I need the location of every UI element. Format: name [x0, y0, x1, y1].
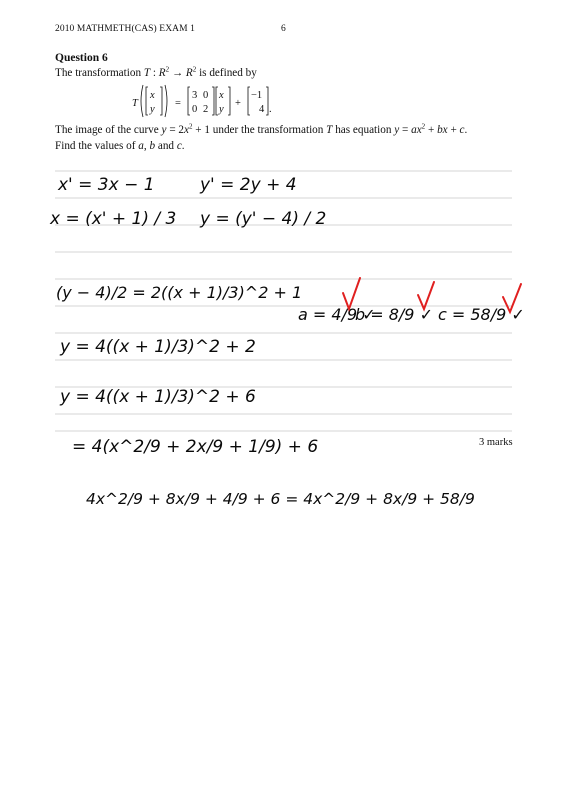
matrix-m22: 2 — [203, 104, 209, 115]
handwriting-row-6: = 4(x^2/9 + 2x/9 + 1/9) + 6 — [72, 437, 319, 457]
matrix-lhs-t: T — [132, 98, 138, 109]
handwriting-row-3-main: (y − 4)/2 = 2((x + 1)/3)^2 + 1 — [56, 283, 303, 302]
matrix-m12: 0 — [203, 90, 209, 101]
matrix-period: . — [269, 104, 272, 115]
matrix-equals: = — [175, 98, 181, 109]
handwriting-answer-b: b = 8/9 ✓ — [355, 305, 433, 324]
matrix-plus: + — [235, 98, 241, 109]
offset-top: −1 — [251, 90, 263, 101]
handwriting-row-1-right: y' = 2y + 4 — [200, 175, 297, 195]
vector-x: x — [150, 90, 155, 101]
handwriting-answer-c: c = 58/9 ✓ — [438, 305, 525, 324]
handwriting-answer-a: a = 4/9 ✓ — [298, 305, 376, 324]
handwriting-row-2-right: y = (y' − 4) / 2 — [200, 209, 327, 229]
page-header-title: 2010 MATHMETH(CAS) EXAM 1 — [55, 24, 195, 34]
rhs-y: y — [219, 104, 224, 115]
rhs-x: x — [219, 90, 224, 101]
handwriting-row-7: 4x^2/9 + 8x/9 + 4/9 + 6 = 4x^2/9 + 8x/9 + 58/9 — [86, 490, 475, 508]
marks-label: 3 marks — [479, 437, 513, 448]
handwriting-row-4: y = 4((x + 1)/3)^2 + 2 — [60, 337, 256, 357]
question-title: Question 6 — [55, 52, 108, 64]
handwriting-row-2-left: x = (x' + 1) / 3 — [50, 209, 177, 229]
question-find-line: Find the values of a, b and c. — [55, 140, 185, 152]
question-image-line: The image of the curve $y = 2x^2 + 1$ under the transformation T has equation $y = ax^2$ + bx + c. — [55, 122, 468, 136]
matrix-m11: 3 — [192, 90, 198, 101]
question-definition: The transformation T : $R^2 \to R^2$ is defined by — [55, 65, 257, 79]
vector-y: y — [150, 104, 155, 115]
handwriting-row-1-left: x' = 3x − 1 — [58, 175, 155, 195]
matrix-m21: 0 — [192, 104, 198, 115]
handwriting-row-5: y = 4((x + 1)/3)^2 + 6 — [60, 387, 256, 407]
page-number: 6 — [281, 24, 286, 34]
offset-bottom: 4 — [259, 104, 265, 115]
